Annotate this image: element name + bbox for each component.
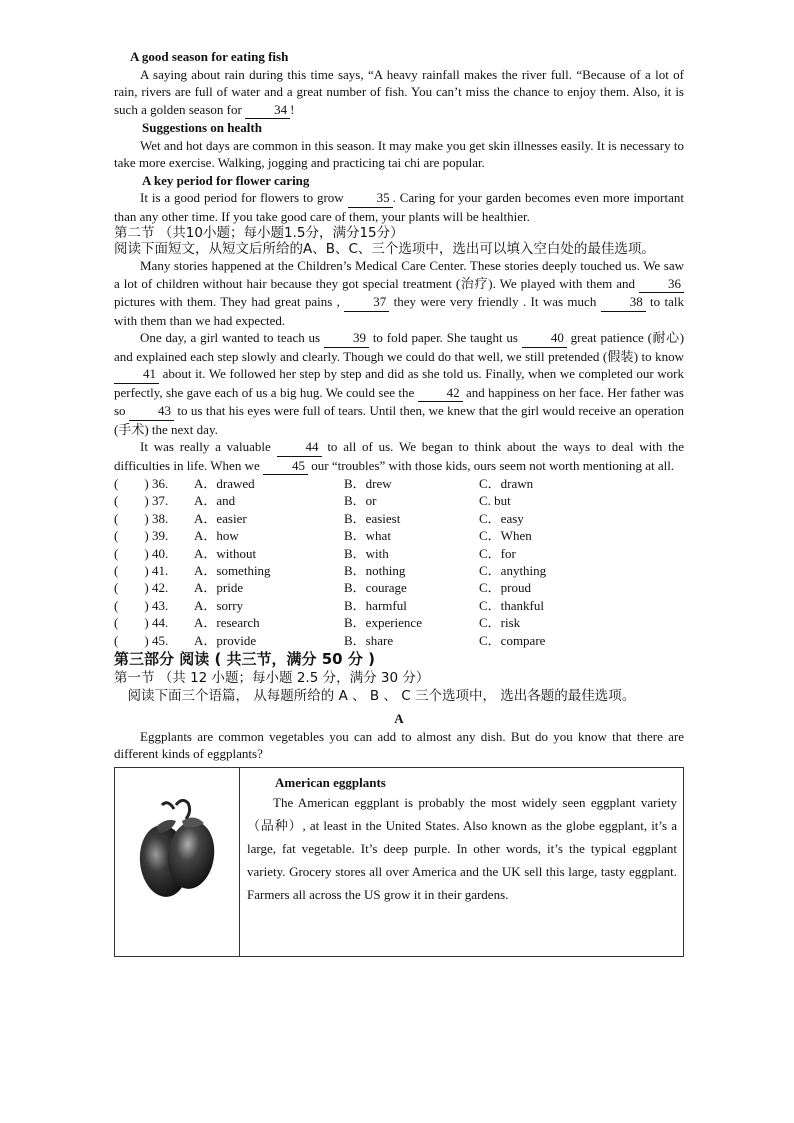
story-paragraph-3: It was really a valuable 44 to all of us. We began to think about the ways to deal with the difficulties in life. When we 45 our “troubles” with those kids, ours seem not worth mentioning at all. — [114, 438, 684, 475]
option-row: ( ) 40. A．without B．with C．for — [114, 545, 516, 561]
option-row: ( ) 44. A．research B．experience C．risk — [114, 615, 521, 631]
passage-letter: A — [394, 711, 404, 727]
blank-34: 34 — [245, 101, 290, 120]
american-eggplants-text: The American eggplant is probably the most widely seen eggplant variety （品种）, at least in the United States. Also known as the globe eggplant, it’s a large, fat vegetable. It’s deep purple. In other words, it’s the typical eggplant variety. Grocery stores all over America and the UK sell this large, tasty eggplant. Farmers all across the US grow it in their gardens. — [247, 794, 677, 902]
option-row: ( ) 45. A．provide B．share C．compare — [114, 632, 546, 648]
section2-instruction: 阅读下面短文，从短文后所给的A、B、C、三个选项中，选出可以填入空白处的最佳选项。 — [114, 241, 655, 257]
blank-40: 40 — [522, 329, 567, 348]
part3-title: 第三部分 阅读 ( 共三节，满分 50 分 ) — [114, 649, 375, 668]
health-paragraph: Wet and hot days are common in this season. It may make you get skin illnesses easily. It is necessary to take more exercise. Walking, jogging and practicing tai chi are popular. — [114, 137, 684, 170]
eggplant-table — [114, 767, 684, 958]
part3-subheading: 第一节 （共 12 小题；每小题 2.5 分，满分 30 分） — [114, 670, 430, 687]
option-row: ( ) 42. A．pride B．courage C．proud — [114, 580, 532, 596]
blank-41: 41 — [114, 365, 159, 384]
option-row: ( ) 39. A．how B．what C．When — [114, 528, 532, 544]
fish-paragraph: A saying about rain during this time says, “A heavy rainfall makes the river full. “Because of a lot of rain, rivers are full of water and a great number of fish. You can’t miss the chance to enjoy them. Also, it is such a golden season for 34 ! — [114, 66, 684, 120]
health-title: Suggestions on health — [142, 120, 262, 135]
blank-42: 42 — [418, 384, 463, 403]
blank-44: 44 — [277, 438, 322, 457]
blank-36: 36 — [639, 275, 684, 294]
option-row: ( ) 36. A．drawed B．drew C．drawn — [114, 476, 534, 491]
option-row: ( ) 43. A．sorry B．harmful C．thankful — [114, 597, 544, 613]
section2-heading: 第二节 （共10小题；每小题1.5分，满分15分） — [114, 225, 404, 241]
blank-37: 37 — [344, 293, 389, 312]
blank-35: 35 — [348, 189, 393, 208]
flower-title: A key period for flower caring — [142, 172, 310, 188]
blank-38: 38 — [601, 293, 646, 312]
blank-43: 43 — [129, 402, 174, 421]
option-row: ( ) 38. A．easier B．easiest C．easy — [114, 510, 524, 526]
exam-page — [114, 48, 684, 957]
eggplant-image — [116, 769, 238, 951]
story-paragraph-1: Many stories happened at the Children’s Medical Care Center. These stories deeply touched us. We saw a lot of children without hair because they got special treatment (治疗). We played with them and 36 pictures with them. They had great pains , 37 they were very friendly . It was much 38 to talk with them than we had expected. — [114, 258, 685, 328]
part3-instruction: 阅读下面三个语篇， 从每题所给的 A 、 B 、 C 三个选项中， 选出各题的最佳选项。 — [127, 688, 636, 705]
option-row: ( ) 41. A．something B．nothing C．anything — [114, 562, 547, 578]
passage-intro: Eggplants are common vegetables you can add to almost any dish. But do you know that there are different kinds of eggplants? — [114, 728, 684, 762]
fish-title: A good season for eating fish — [130, 49, 289, 64]
story-paragraph-2: One day, a girl wanted to teach us 39 to fold paper. She taught us 40 great patience (耐心) and explained each step slowly and clearly. Though we could do that well, we still pretended (假装) to know 41 about it. We followed her step by step and did as she told us. Finally, when we completed our work perfectly, she gave each of us a big hug. We could see the 42 and happiness on her face. Her father was so 43 to us that his eyes were full of tears. Until then, we knew that the girl would receive an operation (手术) the next day. — [114, 330, 685, 437]
option-row: ( ) 37. A．and B．or C. but — [114, 493, 511, 509]
flower-paragraph: It is a good period for flowers to grow 35 . Caring for your garden becomes even more important than any other time. If you take good care of them, your plants will be healthier. — [114, 190, 684, 224]
eggplant-image-cell — [115, 767, 240, 957]
blank-45: 45 — [263, 457, 308, 476]
blank-39: 39 — [324, 329, 369, 348]
options-list — [114, 475, 684, 649]
american-eggplants-title: American eggplants — [275, 774, 386, 790]
eggplant-description-cell — [240, 767, 684, 957]
